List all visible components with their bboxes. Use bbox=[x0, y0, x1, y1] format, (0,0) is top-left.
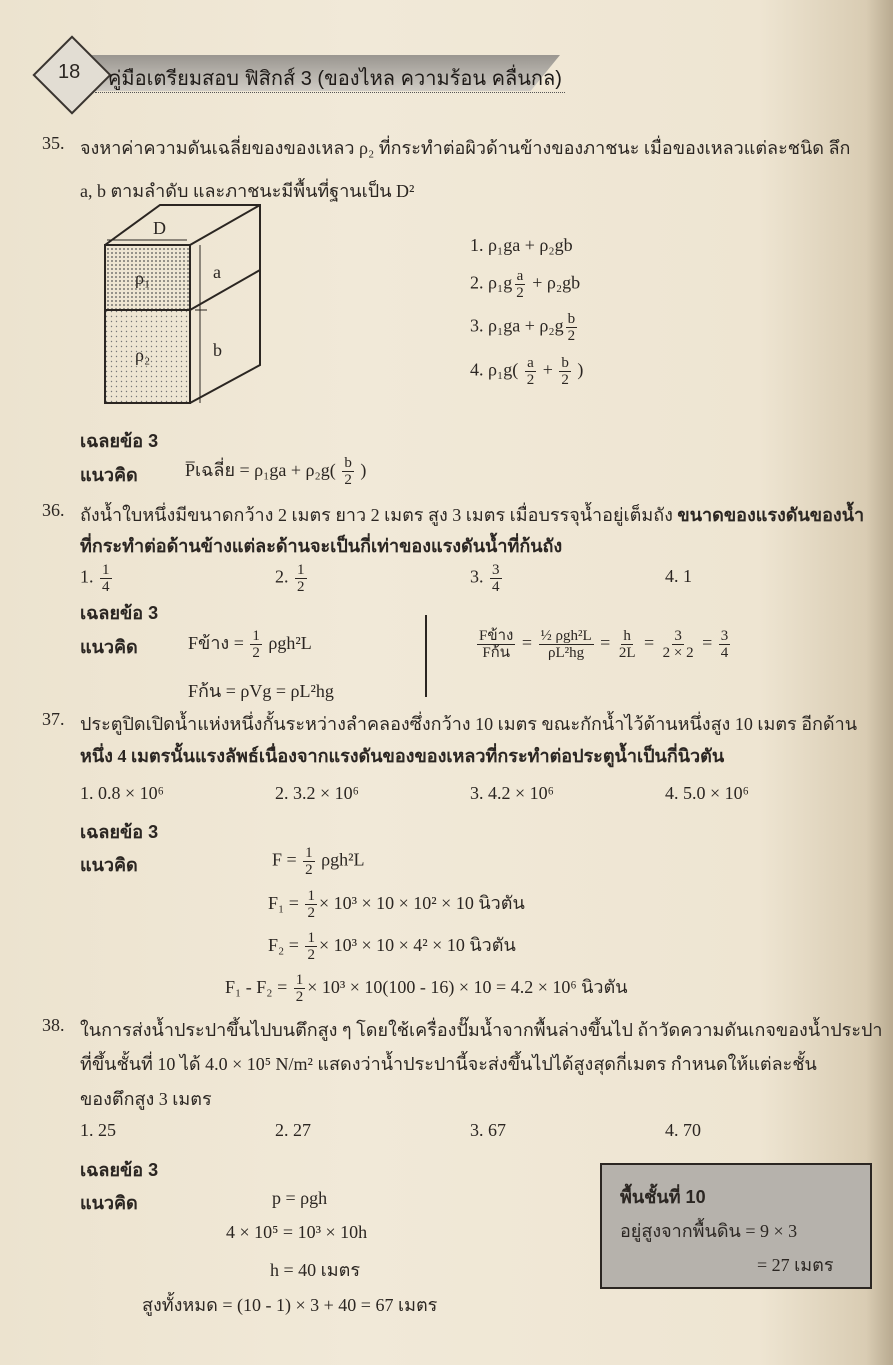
q37-option-4: 4. 5.0 × 10⁶ bbox=[665, 783, 749, 803]
q35-option-1: 1. ρ₁ga + ρ₂gb bbox=[470, 235, 573, 255]
q35-concept-formula: P̅เฉลี่ย = ρ₁ga + ρ₂g( $\frac{b}{2}$ ) bbox=[185, 455, 367, 489]
q35-option-3: 3. ρ₁ga + ρ₂g $\frac{b}{2}$ bbox=[470, 311, 576, 344]
fraction: $\frac{1}{4}$ bbox=[102, 562, 110, 595]
fraction: $\frac{3}{4}$ bbox=[720, 628, 729, 661]
fraction: $\frac{a}{2}$ bbox=[526, 355, 535, 388]
fraction: $\frac{1}{2}$ bbox=[295, 972, 304, 1006]
q36-divider bbox=[425, 615, 427, 697]
q37-answer: เฉลยข้อ 3 bbox=[80, 822, 159, 842]
q36-number: 36. bbox=[42, 500, 65, 520]
q37-text-line2: หนึ่ง 4 เมตรนั้นแรงลัพธ์เนื่องจากแรงดันของของเหลวที่กระทำต่อประตูน้ำเป็นกี่นิวตัน bbox=[80, 746, 725, 766]
diagram-label-rho1: ρ₁ bbox=[135, 268, 151, 288]
q38-box-line2: = 27 เมตร bbox=[757, 1255, 834, 1275]
q37-concept-label: แนวคิด bbox=[80, 855, 138, 875]
header-title: คู่มือเตรียมสอบ ฟิสิกส์ 3 (ของไหล ความร้อน คลื่นกล) bbox=[108, 68, 562, 90]
q36-text-normal: ถังน้ำใบหนึ่งมีขนาดกว้าง 2 เมตร ยาว 2 เมตร สูง 3 เมตร เมื่อบรรจุน้ำอยู่เต็มถัง bbox=[80, 505, 678, 525]
q38-option-3: 3. 67 bbox=[470, 1120, 506, 1140]
diagram-label-rho2: ρ₂ bbox=[135, 345, 151, 365]
q38-box-line1: อยู่สูงจากพื้นดิน = 9 × 3 bbox=[620, 1221, 798, 1241]
fraction: $\frac{1}{2}$ bbox=[307, 930, 315, 964]
q38-box-title: พื้นชั้นที่ 10 bbox=[620, 1187, 706, 1207]
header-divider bbox=[95, 92, 565, 93]
q36-option-2: 2. $\frac{1}{2}$ bbox=[275, 562, 305, 595]
q38-concept-label: แนวคิด bbox=[80, 1193, 138, 1213]
q37-option-3: 3. 4.2 × 10⁶ bbox=[470, 783, 554, 803]
container-diagram bbox=[95, 200, 275, 415]
diagram-label-b: b bbox=[213, 340, 222, 360]
q37-option-2: 2. 3.2 × 10⁶ bbox=[275, 783, 359, 803]
fraction: $\frac{3}{2 \times 2}$ bbox=[662, 628, 694, 661]
q35-number: 35. bbox=[42, 133, 65, 153]
q37-eq-1: F = $\frac{1}{2}$ ρgh²L bbox=[272, 845, 365, 878]
q36-f-bottom: Fก้น = ρVg = ρL²hg bbox=[188, 681, 334, 701]
q36-concept-label: แนวคิด bbox=[80, 637, 138, 657]
fraction: $\frac{\text{Fข้าง}}{\text{Fก้น}}$ bbox=[479, 628, 514, 661]
q35-concept-label: แนวคิด bbox=[80, 465, 138, 485]
q36-f-side: Fข้าง = $\frac{1}{2}$ ρgh²L bbox=[188, 628, 312, 662]
q38-eq-2: 4 × 10⁵ = 10³ × 10h bbox=[226, 1222, 368, 1242]
fraction: $\frac{1}{2}$ bbox=[297, 562, 305, 595]
q36-answer: เฉลยข้อ 3 bbox=[80, 603, 159, 623]
q38-answer: เฉลยข้อ 3 bbox=[80, 1160, 159, 1180]
diagram-label-a: a bbox=[213, 262, 221, 282]
fraction: $\frac{\text{½ ρgh²L}}{\text{ρL²hg}}$ bbox=[540, 628, 592, 661]
fraction: $\frac{1}{2}$ bbox=[305, 845, 313, 878]
q37-text-line1: ประตูปิดเปิดน้ำแห่งหนึ่งกั้นระหว่างลำคลองซึ่งกว้าง 10 เมตร ขณะกักน้ำไว้ด้านหนึ่งสูง 10 เมตร อีกด้าน bbox=[80, 714, 858, 734]
q38-eq-1: p = ρgh bbox=[272, 1188, 328, 1208]
q35-option-2: 2. ρ₁g $\frac{a}{2}$ + ρ₂gb bbox=[470, 268, 581, 301]
q38-option-4: 4. 70 bbox=[665, 1120, 701, 1140]
fraction: $\frac{b}{2}$ bbox=[567, 311, 576, 344]
fraction: $\frac{3}{4}$ bbox=[492, 562, 500, 595]
page-number: 18 bbox=[58, 61, 81, 83]
q38-text-line1: ในการส่งน้ำประปาขึ้นไปบนตึกสูง ๆ โดยใช้เครื่องปั๊มน้ำจากพื้นล่างขึ้นไป ถ้าวัดความดันเกจของน้ำประปา bbox=[80, 1020, 883, 1040]
q38-option-1: 1. 25 bbox=[80, 1120, 116, 1140]
q36-option-4: 4. 1 bbox=[665, 566, 692, 586]
q38-text-line2: ที่ขึ้นชั้นที่ 10 ได้ 4.0 × 10⁵ N/m² แสดงว่าน้ำประปานี้จะส่งขึ้นไปได้สูงสุดกี่เมตร กำหนดให้แต่ละชั้น bbox=[80, 1054, 817, 1074]
q36-ratio: $\frac{\text{Fข้าง}}{\text{Fก้น}}$ = $\frac{\text{½ ρgh²L}}{\text{ρL²hg}}$ = $\frac{h}{2L}$ = $\frac{3}{2 \times 2}$ = $\frac{3}{4}$ bbox=[479, 628, 729, 661]
q36-option-1: 1. $\frac{1}{4}$ bbox=[80, 562, 110, 595]
q38-text-line3: ของตึกสูง 3 เมตร bbox=[80, 1089, 212, 1109]
q38-eq-4: สูงทั้งหมด = (10 - 1) × 3 + 40 = 67 เมตร bbox=[142, 1295, 438, 1315]
q35-option-4: 4. ρ₁g( $\frac{a}{2}$ + $\frac{b}{2}$ ) bbox=[470, 355, 584, 388]
q36-option-3: 3. $\frac{3}{4}$ bbox=[470, 562, 500, 595]
q37-option-1: 1. 0.8 × 10⁶ bbox=[80, 783, 164, 803]
q35-text-line1: จงหาค่าความดันเฉลี่ยของของเหลว ρ₂ ที่กระทำต่อผิวด้านข้างของภาชนะ เมื่อของเหลวแต่ละชนิด ลึก bbox=[80, 138, 851, 158]
q36-text-line2: ที่กระทำต่อด้านข้างแต่ละด้านจะเป็นกี่เท่าของแรงดันน้ำที่ก้นถัง bbox=[80, 536, 563, 556]
q35-answer: เฉลยข้อ 3 bbox=[80, 431, 159, 451]
fraction: $\frac{h}{2L}$ bbox=[618, 628, 636, 661]
q35-text-line2: a, b ตามลำดับ และภาชนะมีพื้นที่ฐานเป็น D² bbox=[80, 181, 415, 201]
q37-eq-2: F₁ = $\frac{1}{2}$ × 10³ × 10 × 10² × 10 นิวตัน bbox=[268, 888, 525, 922]
fraction: $\frac{1}{2}$ bbox=[252, 628, 260, 662]
q38-number: 38. bbox=[42, 1015, 65, 1035]
fraction: $\frac{b}{2}$ bbox=[344, 455, 352, 489]
q37-eq-4: F₁ - F₂ = $\frac{1}{2}$ × 10³ × 10(100 - 16) × 10 = 4.2 × 10⁶ นิวตัน bbox=[225, 972, 628, 1006]
q37-eq-3: F₂ = $\frac{1}{2}$ × 10³ × 10 × 4² × 10 นิวตัน bbox=[268, 930, 516, 964]
q36-text-bold: ขนาดของแรงดันของน้ำ bbox=[677, 505, 865, 525]
q38-eq-3: h = 40 เมตร bbox=[270, 1260, 361, 1280]
fraction: $\frac{1}{2}$ bbox=[307, 888, 315, 922]
diagram-label-d: D bbox=[153, 218, 166, 238]
fraction: $\frac{b}{2}$ bbox=[561, 355, 569, 388]
q36-text-line1 bbox=[80, 500, 864, 529]
q37-number: 37. bbox=[42, 709, 65, 729]
fraction: $\frac{a}{2}$ bbox=[516, 268, 524, 301]
q38-option-2: 2. 27 bbox=[275, 1120, 311, 1140]
